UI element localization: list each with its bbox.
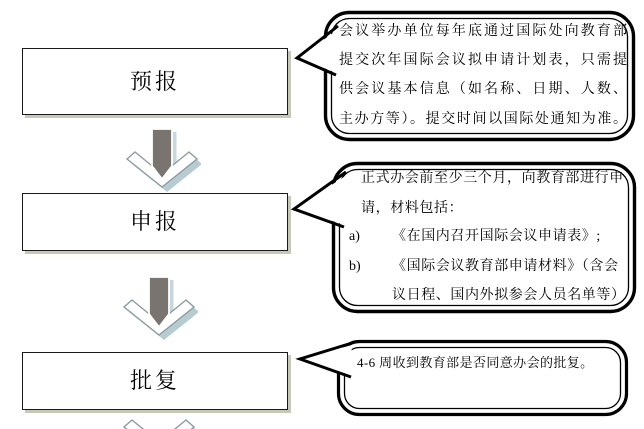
step-label-shenbao: 申报	[129, 209, 180, 234]
callout-text-pifu: 4-6 周收到教育部是否同意办会的批复。	[357, 355, 594, 370]
flow-step-box-shenbao	[22, 193, 288, 251]
callout-text-shenbao-intro: 正式办会前至少三个月，向教育部进行申 请，材料包括：	[361, 171, 624, 216]
list-content-b: 《国际会议教育部申请材料》（含会 议日程、国内外拟参会人员名单等）	[392, 258, 626, 303]
list-content-a: 《在国内召开国际会议申请表》;	[392, 229, 601, 244]
flow-step-box-yubao	[22, 48, 288, 115]
list-marker-a: a)	[349, 229, 360, 244]
down-arrow-partial-icon	[122, 396, 198, 429]
callout-bubble-pifu	[290, 333, 642, 423]
list-item-a	[349, 222, 637, 252]
down-arrow-icon	[122, 276, 198, 342]
down-arrow-icon	[125, 128, 201, 194]
step-label-yubao: 预报	[129, 68, 180, 94]
list-item-b	[349, 252, 637, 311]
callout-list-shenbao	[349, 222, 637, 311]
step-label-pifu: 批复	[129, 368, 180, 393]
list-marker-b: b)	[349, 258, 361, 274]
callout-text-yubao: 会议举办单位每年底通过国际处向教育部 提交次年国际会议拟申请计划表，只需提 供会议基本信息（如名称、日期、人数、 主办方等）。提交时间以国际处通知为准。	[339, 24, 628, 127]
